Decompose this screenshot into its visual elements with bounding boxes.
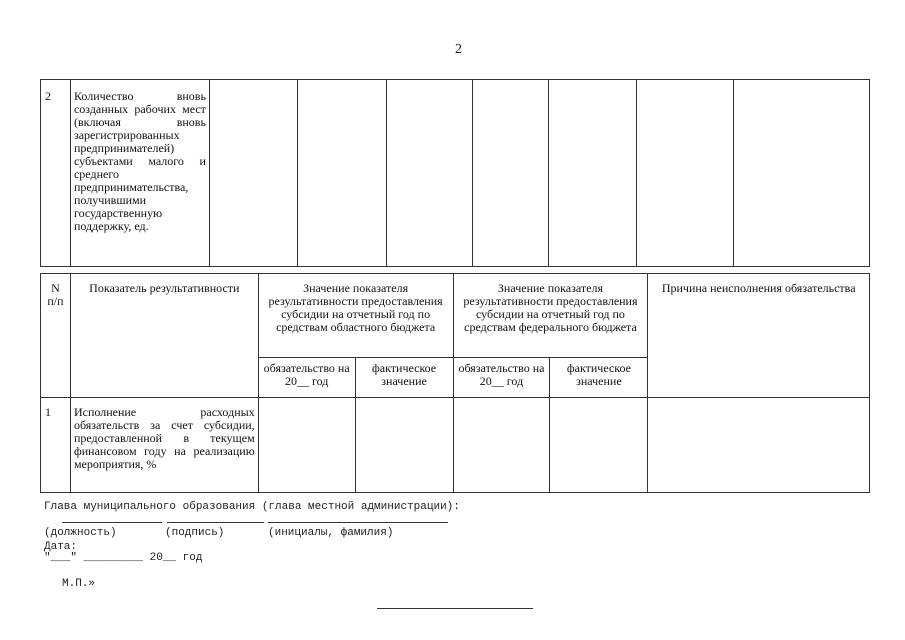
value-cell bbox=[297, 80, 386, 267]
value-cell bbox=[209, 80, 297, 267]
value-cell bbox=[355, 398, 453, 493]
value-cell bbox=[472, 80, 549, 267]
date-label: Дата: bbox=[44, 541, 78, 553]
name-label: (инициалы, фамилия) bbox=[268, 527, 394, 539]
stamp-label: М.П.» bbox=[62, 578, 96, 590]
value-cell bbox=[549, 80, 637, 267]
table-row bbox=[41, 80, 870, 267]
end-line bbox=[377, 608, 533, 609]
indicator-table-continued bbox=[40, 79, 870, 267]
value-cell bbox=[734, 80, 870, 267]
value-cell bbox=[453, 398, 550, 493]
reason-cell bbox=[648, 398, 870, 493]
head-label: Глава муниципального образования (глава местной администрации): bbox=[44, 501, 460, 513]
indicator-cell: Количество вновь созданных рабочих мест (включая вновь зарегистрированных предпринимателей) субъектами малого и среднего предпринимательства, получившими государственную поддержку, ед. bbox=[70, 80, 209, 267]
position-label: (должность) bbox=[44, 527, 117, 539]
subheader-obligation: обязательство на 20__ год bbox=[453, 358, 550, 398]
signature-label: (подпись) bbox=[165, 527, 225, 539]
header-indicator: Показатель результативности bbox=[70, 274, 258, 398]
value-cell bbox=[550, 398, 648, 493]
value-cell bbox=[637, 80, 734, 267]
header-reason: Причина неисполнения обязательства bbox=[648, 274, 870, 398]
header-num: N п/п bbox=[41, 274, 71, 398]
subheader-actual: фактическое значение bbox=[355, 358, 453, 398]
value-cell bbox=[386, 80, 472, 267]
value-cell bbox=[258, 398, 355, 493]
effectiveness-table bbox=[40, 273, 870, 493]
row-number-cell: 2 bbox=[41, 80, 71, 267]
page-number: 2 bbox=[455, 42, 462, 57]
signature-line bbox=[167, 522, 264, 523]
header-row bbox=[41, 274, 870, 358]
position-line bbox=[62, 522, 162, 523]
name-line bbox=[268, 522, 448, 523]
table-row bbox=[41, 398, 870, 493]
subheader-actual: фактическое значение bbox=[550, 358, 648, 398]
row-number-cell: 1 bbox=[41, 398, 71, 493]
header-federal: Значение показателя результативности предоставления субсидии на отчетный год по средствам федерального бюджета bbox=[453, 274, 648, 358]
date-line: "___" _________ 20__ год bbox=[44, 552, 203, 564]
header-regional: Значение показателя результативности предоставления субсидии на отчетный год по средствам областного бюджета bbox=[258, 274, 453, 358]
subheader-obligation: обязательство на 20__ год bbox=[258, 358, 355, 398]
indicator-cell: Исполнение расходных обязательств за счет субсидии, предоставленной в текущем финансовом году на реализацию мероприятия, % bbox=[70, 398, 258, 493]
